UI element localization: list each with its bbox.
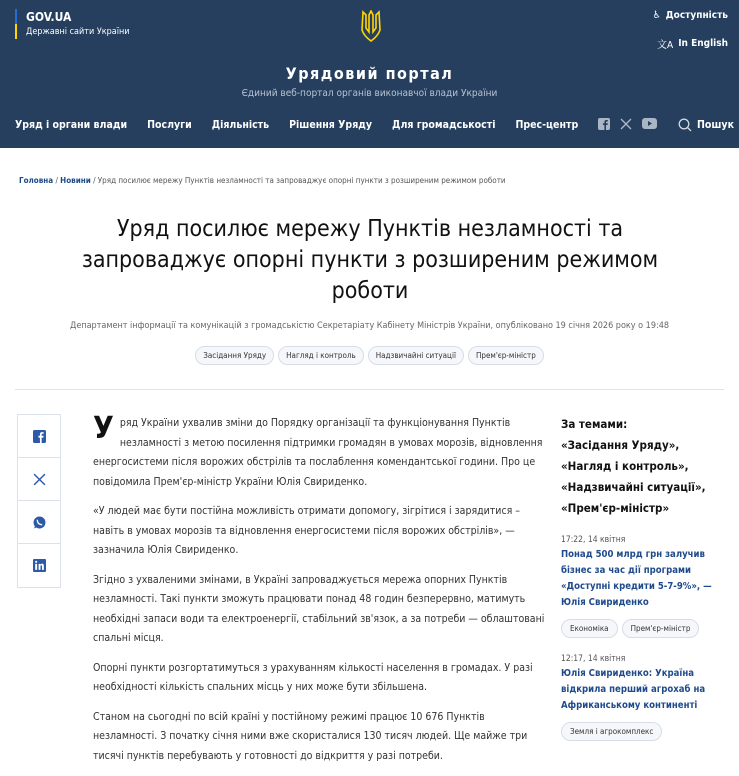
search-label: Пошук [697, 119, 735, 131]
facebook-icon [33, 430, 46, 443]
nav-item[interactable]: Уряд і органи влади [15, 119, 128, 131]
breadcrumb-sep: / [55, 176, 58, 185]
whatsapp-icon [33, 516, 46, 529]
news-title-link[interactable]: Понад 500 млрд грн залучив бізнес за час дії програми «Доступні кредити 5-7-9%», — Юлія Свириденко [561, 549, 712, 608]
divider [15, 389, 724, 390]
share-linkedin-button[interactable] [18, 544, 60, 587]
nav-item[interactable]: Послуги [147, 119, 192, 131]
trident-icon [361, 10, 381, 42]
tag[interactable]: Надзвичайні ситуації [368, 346, 464, 365]
linkedin-icon [33, 559, 46, 572]
news-item [561, 535, 733, 638]
accessibility-label: Доступність [665, 10, 728, 21]
themes-label: За темами: [561, 417, 628, 431]
translate-icon: 文A [657, 40, 674, 51]
breadcrumb [19, 176, 506, 185]
paragraph: Згідно з ухваленими змінами, в Україні запроваджується мережа опорних Пунктів незламності. Такі пункти зможуть працювати понад 48 годин безперервно, матимуть необхідні запаси води та електроенергії, стабільний зв'язок, а за потреби — облаштовані спальні місця. [93, 573, 545, 644]
theme-link[interactable]: «Нагляд і контроль», [561, 459, 689, 473]
paragraph [93, 411, 548, 492]
drop-cap: У [93, 411, 114, 446]
wheelchair-icon: ♿ [652, 10, 661, 21]
page-title: Уряд посилює мережу Пунктів незламності та запроваджує опорні пункти з розширеним режимом роботи [81, 216, 659, 304]
article-tags [0, 346, 739, 365]
breadcrumb-news[interactable]: Новини [60, 176, 91, 185]
nav-item[interactable]: Прес-центр [515, 119, 579, 131]
breadcrumb-sep: / [93, 176, 96, 185]
theme-link[interactable]: «Прем'єр-міністр» [561, 501, 670, 515]
main-nav [15, 119, 578, 131]
gov-ua-link[interactable] [15, 9, 130, 39]
paragraph-text: ряд України ухвалив зміни до Порядку організації та функціонування Пунктів незламності з метою посилення підтримки громадян в умовах морозів, відновлення енергосистеми після ворожих обстрілів та послаблення комендантської години. Про це повідомила Прем'єр-міністр України Юлія Свириденко. [93, 417, 543, 488]
tag[interactable]: Земля і агрокомплекс [561, 722, 662, 741]
portal-subtitle: Єдиний веб-портал органів виконавчої влади України [241, 88, 498, 99]
news-time: 17:22, 14 квітня [561, 535, 626, 545]
tag[interactable]: Нагляд і контроль [278, 346, 364, 365]
breadcrumb-current: Уряд посилює мережу Пунктів незламності та запроваджує опорні пункти з розширеним режимом роботи [97, 176, 506, 185]
gov-subtitle: Державні сайти України [26, 27, 130, 37]
themes-block [561, 414, 733, 519]
gov-title: GOV.UA [26, 10, 72, 24]
tag[interactable]: Економіка [561, 619, 618, 638]
news-title-link[interactable]: Юлія Свириденко: Україна відкрила перший агрохаб на Африканському континенті [561, 668, 706, 711]
search-button[interactable] [678, 118, 734, 132]
breadcrumb-home[interactable]: Головна [19, 176, 54, 185]
english-link[interactable] [657, 36, 728, 51]
share-whatsapp-button[interactable] [18, 501, 60, 544]
site-header [0, 0, 739, 148]
share-facebook-button[interactable] [18, 415, 60, 458]
nav-item[interactable]: Для громадськості [392, 119, 496, 131]
tag[interactable]: Засідання Уряду [195, 346, 274, 365]
news-item [561, 654, 733, 741]
tag[interactable]: Прем'єр-міністр [622, 619, 700, 638]
paragraph: Станом на сьогодні по всій країні у постійному режимі працює 10 676 Пунктів незламності. З початку січня ними вже скористалися 130 тисяч людей. Ще майже три тисячі пунктів перебувають у готовності до відкриття у разі потреби. [93, 710, 528, 762]
portal-title[interactable]: Урядовий портал [285, 64, 454, 83]
accessibility-button[interactable] [653, 10, 728, 21]
paragraph: «У людей має бути постійна можливість отримати допомогу, зігрітися і зарядитися – навіть в умовах морозів та відновлення енергосистеми після ворожих обстрілів», — зазначила Юлія Свириденко. [93, 505, 521, 556]
theme-link[interactable]: «Надзвичайні ситуації», [561, 480, 706, 494]
paragraph: Опорні пункти розгортатимуться з урахуванням кількості населення в громадах. У разі необхідності кількість спальних місць у них може бути збільшена. [93, 661, 533, 693]
article-body [93, 411, 548, 776]
share-panel [17, 414, 61, 588]
facebook-icon[interactable] [598, 118, 610, 130]
x-icon [33, 473, 46, 486]
x-icon[interactable] [620, 118, 632, 130]
share-x-button[interactable] [18, 458, 60, 501]
search-icon [678, 118, 692, 132]
nav-item[interactable]: Рішення Уряду [289, 119, 373, 131]
english-label: In English [678, 38, 728, 49]
article-meta: Департамент інформації та комунікацій з громадськістю Секретаріату Кабінету Міністрів України, опубліковано 19 січня 2026 року о 19:48 [69, 321, 669, 331]
sidebar [561, 414, 733, 741]
theme-link[interactable]: «Засідання Уряду», [561, 438, 680, 452]
tag[interactable]: Прем'єр-міністр [468, 346, 544, 365]
youtube-icon[interactable] [642, 118, 657, 130]
nav-item[interactable]: Діяльність [211, 119, 270, 131]
news-time: 12:17, 14 квітня [561, 654, 626, 664]
